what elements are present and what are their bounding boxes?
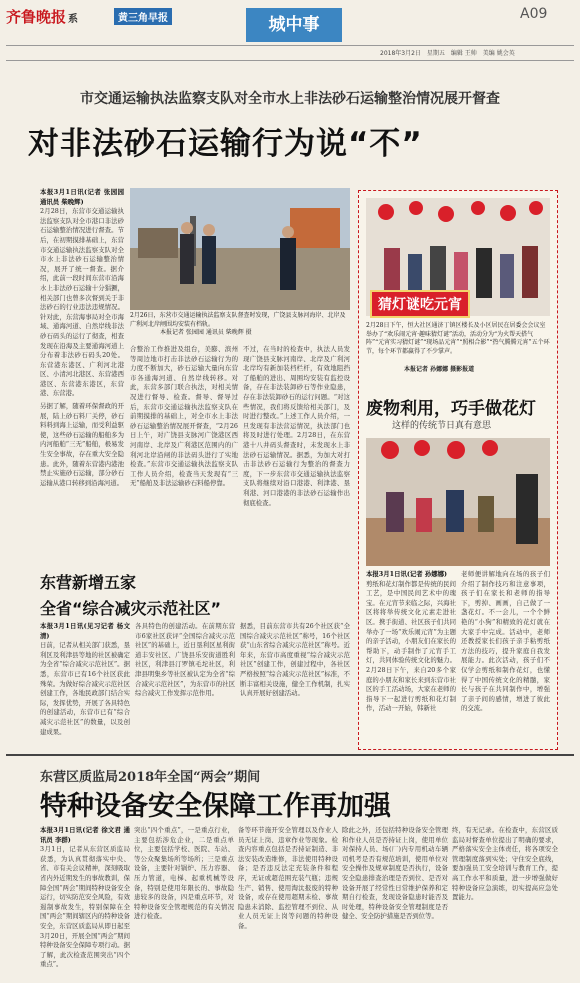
lead-photo [130, 188, 350, 310]
crafts-text-1: 剪纸和花灯制作都是传统的民间工艺，是中国民间艺术中的瑰宝。在元宵节来临之际，兴海社区将将举传统文化元素走进社区。携手街道、社区孩子们共同举办了一场“欢乐闹元宵”为主题的亲子活动，小朋友们在家长的帮助下，动手制作了元宵手工灯，共同体验传统文化的魅力。2月28日下午，来自20多个家庭的小朋友和家长来到东营市社区的手工活动场，大家在老师的指导下一起进行剪纸和花灯制作，活动一开始，韩新社 [366, 579, 456, 713]
bottom-divider [6, 754, 574, 756]
page-number: A09 [520, 6, 548, 22]
lead-text-1: 2月28日，东营市交通运输执法监察支队对全市港口非法砂石运输整治情况进行督查。节后，在初期摸排基础上，东营市交通运输执法监察支队对全市水上非法砂石运输整治情况，展开了统一督查。据介绍，此前一段时间东营市沿海水上非法砂石运输十分猖獗，相关部门也曾多次督到关于非法砂石的行业违法违规情况。针对此，东营海事局对全市海域、通海河道、自然岸线非法砂石码头的运行了彻查，相查发现在沿海及主要通海河道上分布着非法砂石码头20处。东营港东港区、广利河北港区、小清河北港区、东营港西港区、东营港东港区，东营港、东营港。 [40, 207, 124, 398]
section-title: 城中事 [246, 8, 342, 42]
bottom-headline: 特种设备安全保障工作再加强 [40, 791, 391, 822]
lantern-caption: 2月28日下午，恒大社区通济丁镇区楼长及小区居民在居委会会议室举办了“欢乐闹元宵·趣味猜灯谜”活动，活动分为“为火帮天搭气阵”“元宵实习猜灯谜”“现场品元宵”“照相合影”“热气腾腾元宵”五个环节，每个环节都赢得了不少掌声。 [366, 322, 550, 355]
bottom-byline: 本报3月1日讯(记者 徐文君 通讯员 李群) [40, 826, 130, 844]
lead-byline: 本报3月1日讯(记者 张园园 通讯员 柴晚辉) [40, 188, 124, 206]
crafts-column-1 [366, 570, 456, 745]
lead-column-3: 合整治工作推进及组台，美膨、滨州等周边地市打击非法砂石运输行为的力度不断加大，砂石运输大量向东营市各通海河道、自然岸线转移。对此，东营多部门联合执法，对相关情况进行督导、检查。督导、督导过后，东营市交通运输执法监察支队在前期摸排的基础上，对全市水上非法砂石运输整治情况展开督查，“2月26日上午，对广饶县支脉河广饶港区西河南岸、北岸及广利港区范围内的广利河北岸沿闸的非法码头进行了实地检查。”东营市交通运输执法监察支队工作人员介绍，检查当天发现有“三无”船舶及非法运输砂石料船停靠。 [130, 345, 238, 488]
bottom-column-3: 备等环节施开安全管理以及作业人员无证上岗、违章作业等现象。检查内容重点包括是否持证制造、非法安装改造维修，非法使用特种设备；是否违反法定充装条件和程序，无证或超范围充装气瓶；违规生产、销售、使用淘汰报废的特种设备，或存在使用超期未检、事故隐患未消除、监控管理不到位、从业人员无证上岗等问题的特种设备。 [238, 826, 338, 930]
community-column-3: 据悉，目前东营市共有26个社区获“全国综合减灾示范社区”称号，16个社区获“山东省综合减灾示范社区”称号。近年来，东营市高度重视“综合减灾示范社区”创建工作，创建过程中，各社区严格按照“综合减灾示范社区”标准，不断丰富相关设施，健全工作机制，扎实认真开展好创建活动。 [240, 622, 350, 698]
meta-divider [6, 60, 574, 61]
bottom-subheadline: 东营区质监局2018年全国“两会”期间 [40, 770, 261, 785]
newspaper-logo: 齐鲁晚报 系 [6, 8, 79, 26]
issue-meta: 2018年3月2日 星期五 编辑 王帅 美编 姚会英 [380, 50, 515, 57]
crafts-column-2: 老师便讲解地向在场的孩子们介绍了制作技巧和注意事项，孩子们在家长和老师的指导下，剪掉、画画，自己做了一盏花灯。不一会儿，一个个鲜艳的“小狗”和精致的花灯就在大家手中完成。活动中，老师还教授家长们孩子亲手粘剪纸方法的技巧，提升家庭自我发展能力。此次活动，孩子们不仅学会剪纸和制作花灯，也懂得了中国传统文化的精髓，家长与孩子在共同制作中，增强了亲子间的感情，增进了彼此的交流。 [461, 570, 550, 713]
lantern-credit: 本报记者 孙娜娜 摄影报道 [404, 366, 475, 373]
crafts-photo [366, 438, 550, 566]
crafts-subheadline: 这样的传统节日真有意思 [392, 421, 492, 431]
lead-column-1 [40, 188, 124, 558]
community-column-2: 各具特色的创建活动。在前期东营市6家社区获评“全国综合减灾示范社区”的基础上，近日垦利区星利街道丰安社区、广饶县乐安街道胜利社区，利津县汀罗镇毛坨社区，利津县明集乡等社区被认定为全省“综合减灾示范社区”，为东营市的社区综合减灾工作发挥示范作用。 [135, 622, 235, 698]
edition-badge: 黄三角早报 [114, 8, 172, 25]
community-byline: 本报3月1日讯(见习记者 杨文清) [40, 622, 130, 640]
crafts-headline: 废物利用，巧手做花灯 [366, 399, 536, 419]
bottom-column-5: 终，有无记录。在检查中，东营区质监局对督查单位提出了明确的要求，严格落实安全主体责任，将各项安全管理制度落到实处；守住安全底线，要加强员工安全培训与教育工作，提高工作水平和质量，进一步增强做好特种设备应急演练，切实提高应急处置能力。 [452, 826, 558, 902]
masthead [0, 0, 580, 46]
community-headline-1: 东营新增五家 [40, 573, 137, 592]
crafts-byline: 本报3月1日讯(记者 孙娜娜) [366, 570, 448, 578]
lead-column-4: 不过，在当时的检查中，执法人员发现广饶县支脉河南岸、北岸及广利河北岸均有新加装档栏杆，有效地阻挡了船舶的进出、周围均安装有监控设备，存在非法装卸砂石等作业隐患，存在非法装卸砂石的运行问题。“对这些情况，我们将反馈给相关部门，及时进行整改。”上述工作人员介绍，一旦发现有非法营运情况，执法部门也将及时进行处理。2月28日，在东营港十八井码头督查时，未发现水上非法砂石运输情况。据悉，为加大对打击非法砂石运输行为整治的督查力度，下一步东营市交通运输执法监察支队将继续对沿口港港、利津港、垦利港、河口港港的非法砂石运输作出彻底检查。 [243, 345, 350, 507]
bottom-column-2: 突出“四个重点”，一是重点行业，主要包括涉危企业，二是重点单位，主要包括学校、医院、车站、等公众聚集场所等场所；三是重点设备，主要针对锅炉、压力容器、压力管道，电梯、起重机械等设备，特别是使用年限长的、事故隐患较多的设备，四是重点环节，对特种设备安全管理规范的有关情况进行检查。 [134, 826, 234, 921]
community-headline-2: 全省“综合减灾示范社区” [40, 599, 222, 618]
community-text-1: 日前，记者从相关部门获悉，垦利区及利津县等地的社区被确定为全省“综合减灾示范社区”。据悉，东营市已有16个社区获此殊荣。为做好综合减灾示范社区创建工作，各地民政部门结合实际，发挥优势，开展了各具特色的创建活动，东营市已有“综合减灾示范社区”的数量，以及创建成果。 [40, 641, 130, 736]
header-divider [6, 45, 574, 46]
lead-photo-credit: 本报记者 张园园 通讯员 柴晚辉 摄 [160, 329, 252, 336]
lead-photo-caption: 2月26日，东营市交通运输执法监察支队督查时发现，广饶县支脉河海岸、北岸及广利河北岸闸围均安装有档轨。 本报记者 张园园 通讯员 柴晚辉 摄 [130, 312, 346, 336]
lead-subheadline: 市交通运输执法监察支队对全市水上非法砂石运输整治情况展开督查 [80, 91, 500, 107]
bottom-text-1: 3月1日，记者从东营区质监局获悉，为认真贯彻落实中央、省、市有关会议精神，深刻吸取省内外近期发生的事故教训，保障全国“两会”期间特种设备安全运行，切实防范安全风险，有效遏制事故发生，特别保障在全国“两会”期间辖区内的特种设备安全，东营区质监局从即日起至3月20日，开展全国“两会”期间特种设备安全保障专项行动。据了解，此次检查范围突出“四个重点”。 [40, 845, 130, 969]
bottom-column-4: 除此之外，还包括特种设备安全管理和作业人员是否持证上岗，使用单位对保持人员、场(厂)内专用机动车辆司机考是否有规范培训，使用单位对安全操作及规章制度是否执行，设备安全隐患排查治理是否到位、是否对设备开展了经常性日常维护保养和定期自行检查，发现设备隐患时能否及时处理，特种设备安全管理制度是否健全、安全防护措施是否到位等。 [342, 826, 448, 921]
bottom-column-1 [40, 826, 130, 978]
community-column-1 [40, 622, 130, 750]
lead-text-2: 另据了解，随着环保督政的开展，陆上砂石料厂关停，砂石料料到海上运输，而受利益驱使，这些砂石运输的船舶多为内河船舶“三无”船舶，极易发生安全事故，存在重大安全隐患。此外，随着东营港内港池禁止实施砂石运输，部分砂石运输从港口转移到沿海河道。 [40, 402, 124, 487]
lantern-photo-label: 猜灯谜吃元宵 [370, 290, 470, 318]
lead-headline: 对非法砂石运输行为说“不” [28, 126, 423, 162]
